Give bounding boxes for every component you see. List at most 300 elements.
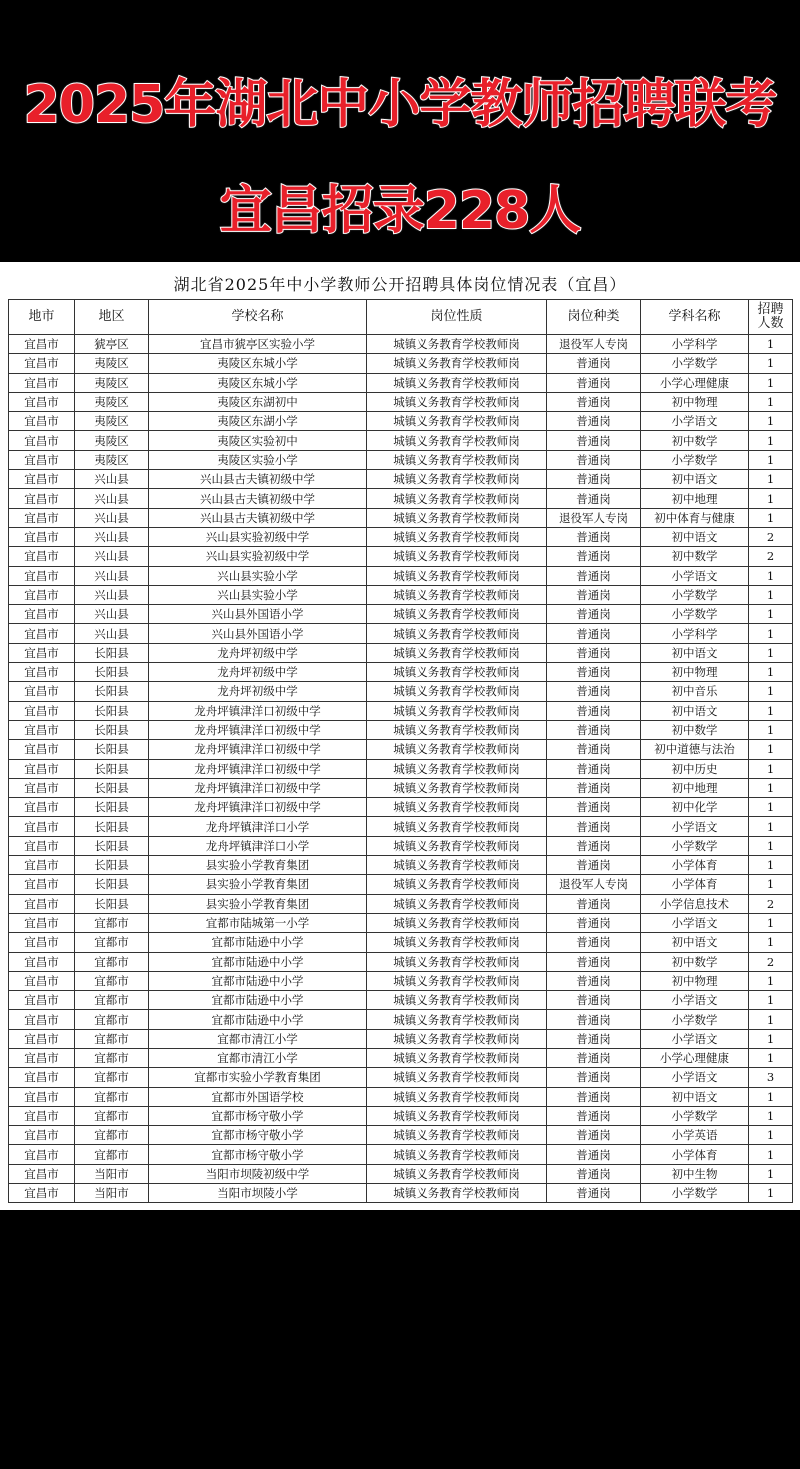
cell-post-type: 普通岗 [547, 759, 641, 778]
cell-headcount: 1 [749, 392, 793, 411]
cell-city: 宜昌市 [9, 1087, 75, 1106]
cell-city: 宜昌市 [9, 470, 75, 489]
cell-city: 宜昌市 [9, 354, 75, 373]
cell-post-type: 普通岗 [547, 1029, 641, 1048]
cell-headcount: 1 [749, 1087, 793, 1106]
header-school-name: 学校名称 [149, 300, 367, 335]
cell-post-nature: 城镇义务教育学校教师岗 [367, 450, 547, 469]
cell-subject: 初中数学 [641, 720, 749, 739]
cell-district: 长阳县 [75, 894, 149, 913]
cell-school-name: 宜都市外国语学校 [149, 1087, 367, 1106]
positions-table [8, 299, 793, 1203]
cell-district: 宜都市 [75, 933, 149, 952]
cell-headcount: 1 [749, 412, 793, 431]
cell-post-nature: 城镇义务教育学校教师岗 [367, 740, 547, 759]
cell-headcount: 1 [749, 585, 793, 604]
table-row [9, 566, 793, 585]
cell-city: 宜昌市 [9, 566, 75, 585]
table-row [9, 663, 793, 682]
cell-post-nature: 城镇义务教育学校教师岗 [367, 1048, 547, 1067]
cell-post-type: 退役军人专岗 [547, 508, 641, 527]
cell-district: 夷陵区 [75, 354, 149, 373]
table-row [9, 470, 793, 489]
cell-headcount: 1 [749, 913, 793, 932]
cell-post-type: 普通岗 [547, 624, 641, 643]
cell-headcount: 1 [749, 508, 793, 527]
cell-city: 宜昌市 [9, 585, 75, 604]
cell-post-type: 普通岗 [547, 1126, 641, 1145]
cell-post-nature: 城镇义务教育学校教师岗 [367, 547, 547, 566]
cell-headcount: 1 [749, 1145, 793, 1164]
cell-district: 长阳县 [75, 740, 149, 759]
cell-school-name: 龙舟坪初级中学 [149, 663, 367, 682]
cell-school-name: 龙舟坪镇津洋口初级中学 [149, 778, 367, 797]
table-header-row [9, 300, 793, 335]
cell-district: 宜都市 [75, 1126, 149, 1145]
header-headcount: 招聘 人数 [749, 300, 793, 335]
cell-city: 宜昌市 [9, 547, 75, 566]
cell-post-type: 普通岗 [547, 913, 641, 932]
cell-headcount: 1 [749, 624, 793, 643]
cell-subject: 小学数学 [641, 1106, 749, 1125]
cell-post-type: 普通岗 [547, 971, 641, 990]
table-row [9, 913, 793, 932]
table-row [9, 894, 793, 913]
cell-school-name: 宜都市陆逊中小学 [149, 933, 367, 952]
cell-subject: 小学数学 [641, 450, 749, 469]
cell-city: 宜昌市 [9, 508, 75, 527]
cell-post-type: 普通岗 [547, 740, 641, 759]
cell-district: 当阳市 [75, 1184, 149, 1203]
cell-school-name: 龙舟坪镇津洋口初级中学 [149, 740, 367, 759]
table-row [9, 547, 793, 566]
cell-post-type: 普通岗 [547, 933, 641, 952]
cell-headcount: 1 [749, 875, 793, 894]
cell-subject: 初中语文 [641, 643, 749, 662]
cell-headcount: 1 [749, 701, 793, 720]
cell-school-name: 龙舟坪镇津洋口小学 [149, 836, 367, 855]
cell-post-type: 普通岗 [547, 991, 641, 1010]
cell-school-name: 宜都市实验小学教育集团 [149, 1068, 367, 1087]
cell-subject: 小学语文 [641, 991, 749, 1010]
cell-school-name: 宜都市陆逊中小学 [149, 952, 367, 971]
table-row [9, 933, 793, 952]
cell-district: 长阳县 [75, 720, 149, 739]
cell-post-type: 退役军人专岗 [547, 335, 641, 354]
cell-district: 夷陵区 [75, 450, 149, 469]
cell-subject: 初中语文 [641, 1087, 749, 1106]
cell-district: 兴山县 [75, 624, 149, 643]
cell-post-nature: 城镇义务教育学校教师岗 [367, 836, 547, 855]
cell-headcount: 1 [749, 836, 793, 855]
cell-district: 宜都市 [75, 971, 149, 990]
cell-city: 宜昌市 [9, 1029, 75, 1048]
cell-post-nature: 城镇义务教育学校教师岗 [367, 566, 547, 585]
cell-post-nature: 城镇义务教育学校教师岗 [367, 875, 547, 894]
cell-school-name: 宜都市陆逊中小学 [149, 971, 367, 990]
cell-post-type: 普通岗 [547, 836, 641, 855]
cell-subject: 初中地理 [641, 778, 749, 797]
table-row [9, 431, 793, 450]
table-row [9, 875, 793, 894]
cell-school-name: 夷陵区实验初中 [149, 431, 367, 450]
cell-city: 宜昌市 [9, 412, 75, 431]
cell-post-type: 普通岗 [547, 1106, 641, 1125]
cell-city: 宜昌市 [9, 450, 75, 469]
table-row [9, 1184, 793, 1203]
cell-post-type: 普通岗 [547, 354, 641, 373]
cell-district: 兴山县 [75, 470, 149, 489]
table-row [9, 392, 793, 411]
cell-district: 长阳县 [75, 875, 149, 894]
cell-school-name: 龙舟坪初级中学 [149, 682, 367, 701]
cell-district: 宜都市 [75, 913, 149, 932]
cell-post-type: 普通岗 [547, 1048, 641, 1067]
cell-district: 宜都市 [75, 952, 149, 971]
table-row [9, 682, 793, 701]
cell-post-type: 普通岗 [547, 566, 641, 585]
cell-subject: 初中物理 [641, 971, 749, 990]
cell-post-nature: 城镇义务教育学校教师岗 [367, 778, 547, 797]
cell-headcount: 1 [749, 1048, 793, 1067]
cell-subject: 初中数学 [641, 547, 749, 566]
cell-city: 宜昌市 [9, 1164, 75, 1183]
cell-city: 宜昌市 [9, 1106, 75, 1125]
cell-post-nature: 城镇义务教育学校教师岗 [367, 335, 547, 354]
cell-post-nature: 城镇义务教育学校教师岗 [367, 682, 547, 701]
cell-headcount: 1 [749, 1184, 793, 1203]
cell-post-nature: 城镇义务教育学校教师岗 [367, 624, 547, 643]
cell-headcount: 1 [749, 643, 793, 662]
cell-school-name: 龙舟坪镇津洋口小学 [149, 817, 367, 836]
cell-post-type: 普通岗 [547, 373, 641, 392]
cell-city: 宜昌市 [9, 933, 75, 952]
cell-school-name: 宜都市杨守敬小学 [149, 1145, 367, 1164]
cell-district: 宜都市 [75, 1106, 149, 1125]
cell-district: 长阳县 [75, 856, 149, 875]
cell-subject: 初中物理 [641, 663, 749, 682]
cell-school-name: 兴山县实验初级中学 [149, 527, 367, 546]
header-subject: 学科名称 [641, 300, 749, 335]
cell-school-name: 龙舟坪初级中学 [149, 643, 367, 662]
cell-district: 兴山县 [75, 605, 149, 624]
table-row [9, 1010, 793, 1029]
table-row [9, 1029, 793, 1048]
cell-post-nature: 城镇义务教育学校教师岗 [367, 1106, 547, 1125]
cell-subject: 小学体育 [641, 856, 749, 875]
cell-subject: 小学体育 [641, 1145, 749, 1164]
cell-headcount: 1 [749, 605, 793, 624]
cell-district: 当阳市 [75, 1164, 149, 1183]
cell-headcount: 1 [749, 740, 793, 759]
cell-post-nature: 城镇义务教育学校教师岗 [367, 894, 547, 913]
cell-subject: 小学语文 [641, 817, 749, 836]
recruitment-table-sheet [0, 262, 800, 1210]
cell-school-name: 县实验小学教育集团 [149, 856, 367, 875]
cell-post-nature: 城镇义务教育学校教师岗 [367, 663, 547, 682]
cell-subject: 小学英语 [641, 1126, 749, 1145]
cell-subject: 初中语文 [641, 470, 749, 489]
table-row [9, 1106, 793, 1125]
cell-post-type: 普通岗 [547, 470, 641, 489]
cell-subject: 初中物理 [641, 392, 749, 411]
cell-city: 宜昌市 [9, 682, 75, 701]
table-row [9, 354, 793, 373]
cell-city: 宜昌市 [9, 335, 75, 354]
cell-subject: 小学数学 [641, 354, 749, 373]
cell-subject: 小学科学 [641, 335, 749, 354]
cell-post-nature: 城镇义务教育学校教师岗 [367, 373, 547, 392]
table-row [9, 817, 793, 836]
cell-post-nature: 城镇义务教育学校教师岗 [367, 470, 547, 489]
cell-city: 宜昌市 [9, 701, 75, 720]
cell-district: 兴山县 [75, 566, 149, 585]
cell-district: 猇亭区 [75, 335, 149, 354]
table-row [9, 798, 793, 817]
cell-city: 宜昌市 [9, 856, 75, 875]
cell-post-type: 普通岗 [547, 778, 641, 797]
cell-district: 长阳县 [75, 701, 149, 720]
cell-district: 长阳县 [75, 643, 149, 662]
cell-post-nature: 城镇义务教育学校教师岗 [367, 971, 547, 990]
cell-post-type: 普通岗 [547, 701, 641, 720]
cell-post-type: 普通岗 [547, 856, 641, 875]
cell-city: 宜昌市 [9, 527, 75, 546]
cell-headcount: 1 [749, 335, 793, 354]
cell-headcount: 1 [749, 1106, 793, 1125]
cell-headcount: 1 [749, 933, 793, 952]
cell-headcount: 1 [749, 720, 793, 739]
cell-subject: 初中生物 [641, 1164, 749, 1183]
cell-post-nature: 城镇义务教育学校教师岗 [367, 817, 547, 836]
headline-line2: 宜昌招录228人 [219, 181, 581, 241]
cell-headcount: 2 [749, 952, 793, 971]
cell-school-name: 宜都市陆逊中小学 [149, 1010, 367, 1029]
cell-post-nature: 城镇义务教育学校教师岗 [367, 701, 547, 720]
cell-school-name: 宜都市清江小学 [149, 1029, 367, 1048]
cell-city: 宜昌市 [9, 392, 75, 411]
table-row [9, 605, 793, 624]
cell-school-name: 兴山县古夫镇初级中学 [149, 470, 367, 489]
cell-school-name: 兴山县实验初级中学 [149, 547, 367, 566]
cell-post-type: 普通岗 [547, 894, 641, 913]
cell-post-nature: 城镇义务教育学校教师岗 [367, 643, 547, 662]
table-row [9, 836, 793, 855]
cell-headcount: 1 [749, 778, 793, 797]
cell-post-nature: 城镇义务教育学校教师岗 [367, 1068, 547, 1087]
cell-subject: 小学科学 [641, 624, 749, 643]
cell-school-name: 兴山县外国语小学 [149, 624, 367, 643]
table-row [9, 740, 793, 759]
cell-city: 宜昌市 [9, 1048, 75, 1067]
cell-post-type: 普通岗 [547, 1068, 641, 1087]
table-row [9, 991, 793, 1010]
cell-post-nature: 城镇义务教育学校教师岗 [367, 1164, 547, 1183]
cell-subject: 初中体育与健康 [641, 508, 749, 527]
cell-school-name: 宜都市杨守敬小学 [149, 1106, 367, 1125]
cell-post-type: 普通岗 [547, 1087, 641, 1106]
cell-school-name: 夷陵区东城小学 [149, 373, 367, 392]
cell-subject: 小学心理健康 [641, 1048, 749, 1067]
cell-subject: 初中语文 [641, 527, 749, 546]
cell-school-name: 当阳市坝陵小学 [149, 1184, 367, 1203]
table-row [9, 759, 793, 778]
cell-post-type: 普通岗 [547, 682, 641, 701]
cell-post-nature: 城镇义务教育学校教师岗 [367, 759, 547, 778]
cell-subject: 小学语文 [641, 1068, 749, 1087]
cell-headcount: 1 [749, 489, 793, 508]
cell-headcount: 1 [749, 991, 793, 1010]
cell-district: 夷陵区 [75, 373, 149, 392]
cell-district: 夷陵区 [75, 412, 149, 431]
cell-headcount: 1 [749, 354, 793, 373]
cell-city: 宜昌市 [9, 663, 75, 682]
cell-school-name: 宜昌市猇亭区实验小学 [149, 335, 367, 354]
cell-headcount: 2 [749, 894, 793, 913]
cell-school-name: 夷陵区东湖初中 [149, 392, 367, 411]
table-row [9, 450, 793, 469]
cell-headcount: 1 [749, 373, 793, 392]
table-row [9, 701, 793, 720]
cell-subject: 小学语文 [641, 566, 749, 585]
cell-post-type: 普通岗 [547, 585, 641, 604]
cell-headcount: 1 [749, 1029, 793, 1048]
cell-school-name: 龙舟坪镇津洋口初级中学 [149, 720, 367, 739]
cell-headcount: 1 [749, 1164, 793, 1183]
cell-post-nature: 城镇义务教育学校教师岗 [367, 991, 547, 1010]
cell-post-type: 普通岗 [547, 720, 641, 739]
cell-post-type: 普通岗 [547, 798, 641, 817]
cell-post-nature: 城镇义务教育学校教师岗 [367, 527, 547, 546]
cell-district: 宜都市 [75, 1068, 149, 1087]
cell-school-name: 夷陵区东湖小学 [149, 412, 367, 431]
cell-district: 夷陵区 [75, 431, 149, 450]
cell-headcount: 1 [749, 856, 793, 875]
table-row [9, 1068, 793, 1087]
cell-district: 宜都市 [75, 1145, 149, 1164]
cell-subject: 小学数学 [641, 836, 749, 855]
table-row [9, 1145, 793, 1164]
cell-post-nature: 城镇义务教育学校教师岗 [367, 798, 547, 817]
cell-post-nature: 城镇义务教育学校教师岗 [367, 412, 547, 431]
cell-school-name: 县实验小学教育集团 [149, 894, 367, 913]
cell-city: 宜昌市 [9, 720, 75, 739]
cell-city: 宜昌市 [9, 740, 75, 759]
cell-headcount: 1 [749, 1126, 793, 1145]
cell-city: 宜昌市 [9, 759, 75, 778]
cell-city: 宜昌市 [9, 991, 75, 1010]
table-row [9, 412, 793, 431]
cell-district: 长阳县 [75, 798, 149, 817]
cell-headcount: 1 [749, 431, 793, 450]
cell-post-type: 普通岗 [547, 431, 641, 450]
cell-post-type: 普通岗 [547, 1010, 641, 1029]
cell-post-nature: 城镇义务教育学校教师岗 [367, 585, 547, 604]
cell-school-name: 当阳市坝陵初级中学 [149, 1164, 367, 1183]
cell-district: 宜都市 [75, 1048, 149, 1067]
cell-city: 宜昌市 [9, 836, 75, 855]
cell-city: 宜昌市 [9, 952, 75, 971]
cell-school-name: 宜都市陆逊中小学 [149, 991, 367, 1010]
table-row [9, 527, 793, 546]
cell-subject: 小学心理健康 [641, 373, 749, 392]
bottom-background [0, 1210, 800, 1469]
cell-city: 宜昌市 [9, 1068, 75, 1087]
table-row [9, 1164, 793, 1183]
cell-post-nature: 城镇义务教育学校教师岗 [367, 952, 547, 971]
table-row [9, 335, 793, 354]
headline-line1: 2025年湖北中小学教师招聘联考 [23, 75, 777, 135]
cell-city: 宜昌市 [9, 913, 75, 932]
cell-headcount: 2 [749, 547, 793, 566]
cell-school-name: 兴山县古夫镇初级中学 [149, 508, 367, 527]
cell-headcount: 1 [749, 798, 793, 817]
cell-headcount: 1 [749, 470, 793, 489]
cell-subject: 小学语文 [641, 412, 749, 431]
cell-district: 兴山县 [75, 508, 149, 527]
header-post-type: 岗位种类 [547, 300, 641, 335]
cell-post-type: 普通岗 [547, 1145, 641, 1164]
cell-post-nature: 城镇义务教育学校教师岗 [367, 605, 547, 624]
cell-post-nature: 城镇义务教育学校教师岗 [367, 1184, 547, 1203]
cell-school-name: 兴山县古夫镇初级中学 [149, 489, 367, 508]
table-row [9, 856, 793, 875]
cell-city: 宜昌市 [9, 624, 75, 643]
cell-district: 长阳县 [75, 836, 149, 855]
table-row [9, 1087, 793, 1106]
cell-subject: 初中语文 [641, 701, 749, 720]
cell-headcount: 1 [749, 817, 793, 836]
cell-headcount: 1 [749, 450, 793, 469]
cell-post-nature: 城镇义务教育学校教师岗 [367, 1087, 547, 1106]
cell-city: 宜昌市 [9, 971, 75, 990]
cell-city: 宜昌市 [9, 1145, 75, 1164]
table-row [9, 585, 793, 604]
cell-city: 宜昌市 [9, 431, 75, 450]
table-body [9, 335, 793, 1203]
cell-post-nature: 城镇义务教育学校教师岗 [367, 489, 547, 508]
cell-city: 宜昌市 [9, 643, 75, 662]
cell-school-name: 夷陵区东城小学 [149, 354, 367, 373]
cell-subject: 初中地理 [641, 489, 749, 508]
cell-post-type: 普通岗 [547, 412, 641, 431]
cell-post-nature: 城镇义务教育学校教师岗 [367, 431, 547, 450]
cell-city: 宜昌市 [9, 605, 75, 624]
cell-post-type: 普通岗 [547, 643, 641, 662]
cell-city: 宜昌市 [9, 894, 75, 913]
table-row [9, 643, 793, 662]
cell-headcount: 1 [749, 971, 793, 990]
cell-subject: 小学语文 [641, 1029, 749, 1048]
cell-subject: 小学数学 [641, 1010, 749, 1029]
cell-post-type: 普通岗 [547, 817, 641, 836]
cell-school-name: 夷陵区实验小学 [149, 450, 367, 469]
cell-subject: 初中数学 [641, 431, 749, 450]
cell-post-nature: 城镇义务教育学校教师岗 [367, 508, 547, 527]
cell-district: 夷陵区 [75, 392, 149, 411]
cell-district: 长阳县 [75, 759, 149, 778]
cell-post-type: 普通岗 [547, 1184, 641, 1203]
cell-subject: 初中化学 [641, 798, 749, 817]
cell-school-name: 宜都市陆城第一小学 [149, 913, 367, 932]
cell-post-nature: 城镇义务教育学校教师岗 [367, 1010, 547, 1029]
cell-school-name: 龙舟坪镇津洋口初级中学 [149, 701, 367, 720]
cell-district: 长阳县 [75, 663, 149, 682]
cell-school-name: 兴山县实验小学 [149, 585, 367, 604]
header-district: 地区 [75, 300, 149, 335]
cell-district: 宜都市 [75, 1029, 149, 1048]
cell-school-name: 宜都市杨守敬小学 [149, 1126, 367, 1145]
